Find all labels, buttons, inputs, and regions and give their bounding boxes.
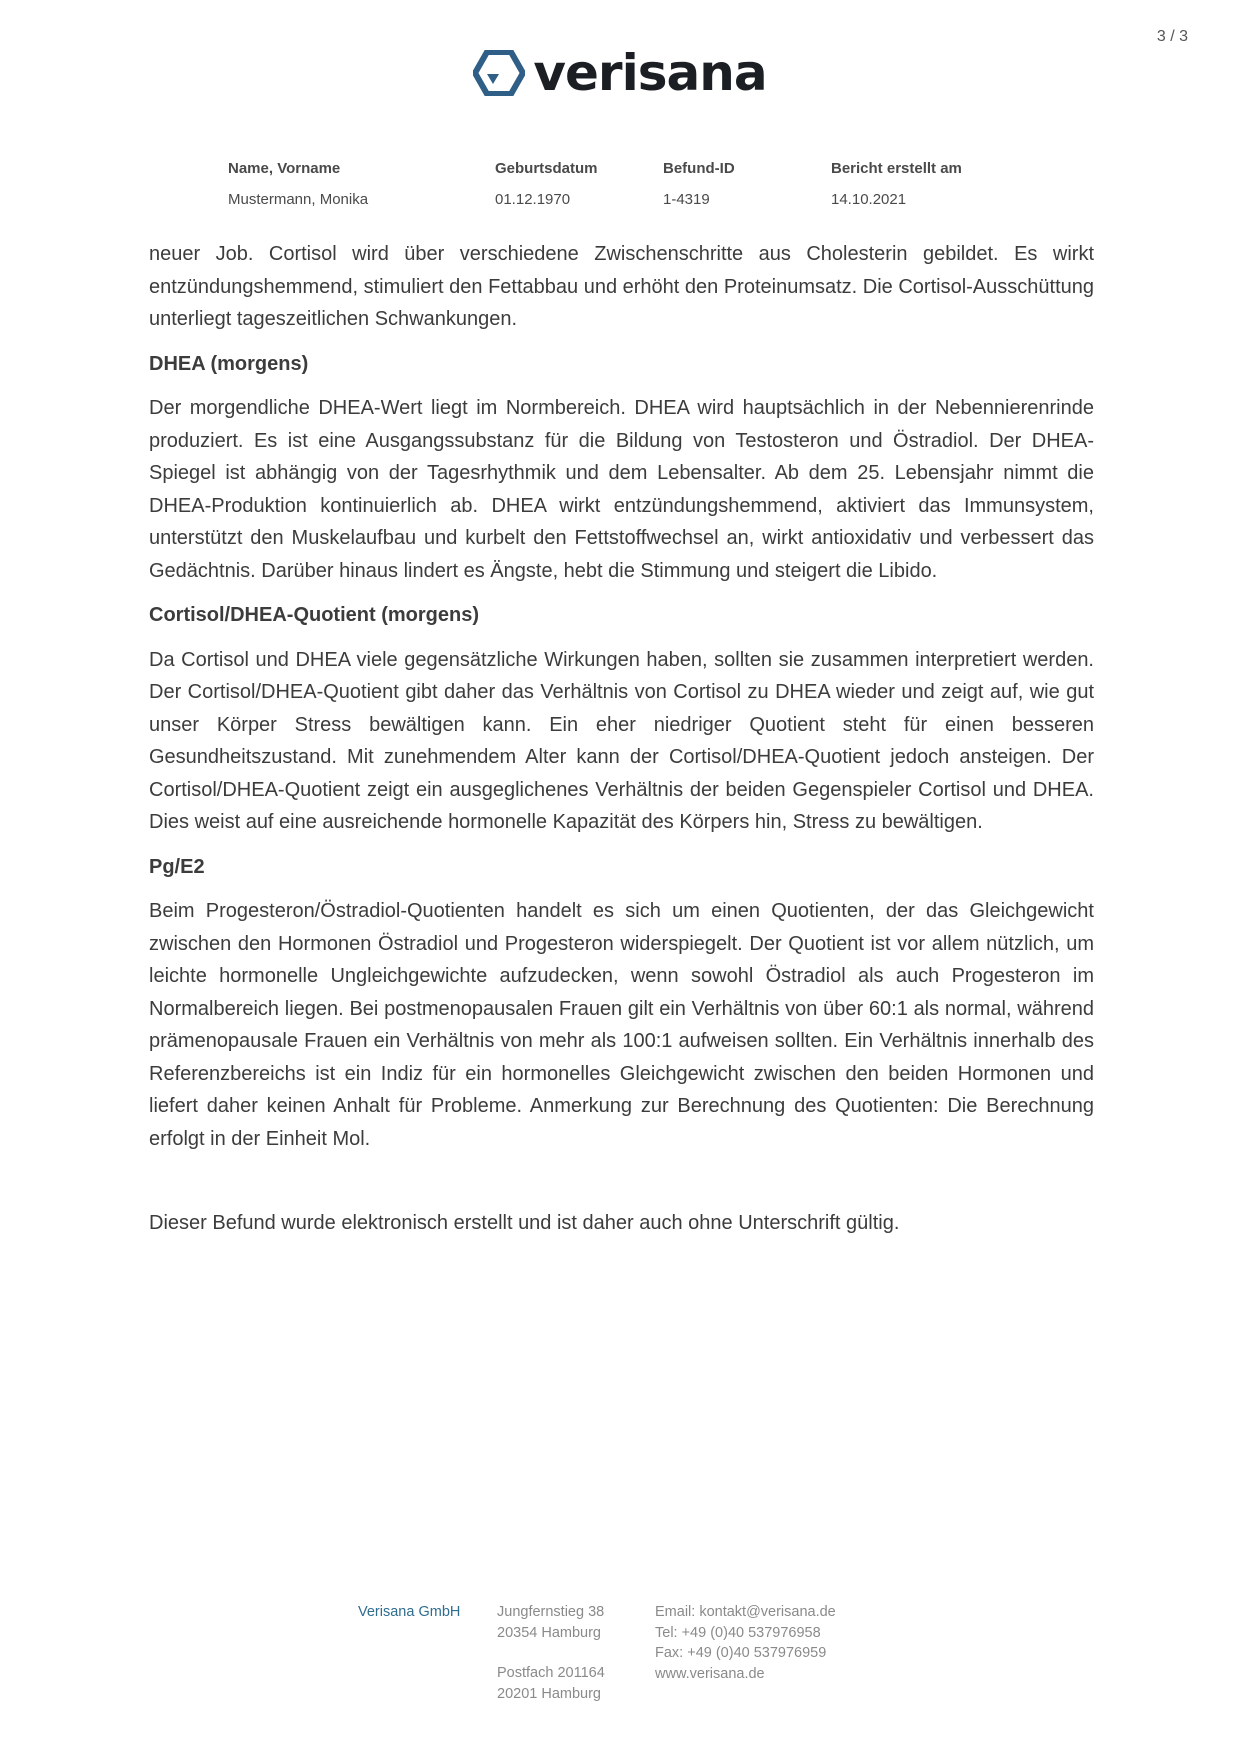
verisana-logo-icon [473,50,525,96]
section-text-dhea: Der morgendliche DHEA-Wert liegt im Normbereich. DHEA wird hauptsächlich in der Nebennierenrinde produziert. Es ist eine Ausgangssubstanz für die Bildung von Testosteron und Östradiol. Der DHEA-Spiegel ist abhängig von der Tagesrhythmik und dem Lebensalter. Ab dem 25. Lebensjahr nimmt die DHEA-Produktion kontinuierlich ab. DHEA wirkt entzündungshemmend, aktiviert das Immunsystem, unterstützt den Muskelaufbau und kurbelt den Fettstoffwechsel an, wirkt antioxidativ und verbessert das Gedächtnis. Darüber hinaus lindert es Ängste, hebt die Stimmung und steigert die Libido. [149,397,1094,582]
footer-city: 20354 Hamburg [497,1624,601,1641]
section-title-dhea: DHEA (morgens) [149,352,309,375]
footer-postbox: Postfach 201164 [497,1665,605,1681]
brand-logo [0,44,1240,102]
brand-name: verisana [533,44,767,102]
name-value: Mustermann, Monika [228,191,369,208]
report-id-label: Befund-ID [663,160,735,177]
footer-email: Email: kontakt@verisana.de [655,1604,836,1620]
footer-web: www.verisana.de [655,1665,765,1682]
created-value: 14.10.2021 [831,191,907,208]
footer-tel: Tel: +49 (0)40 537976958 [655,1624,821,1641]
section-title-cortisol-dhea: Cortisol/DHEA-Quotient (morgens) [149,604,479,626]
report-id-value: 1-4319 [663,191,710,208]
name-label: Name, Vorname [228,160,341,177]
dob-label: Geburtsdatum [495,160,598,177]
footer-address [497,1602,605,1704]
footer-postbox-city: 20201 Hamburg [497,1685,601,1702]
created-label: Bericht erstellt am [831,160,962,177]
section-title-pg-e2: Pg/E2 [149,855,205,878]
patient-header [228,160,1031,208]
footer-street: Jungfernstieg 38 [497,1604,605,1620]
section-text-cortisol-dhea: Da Cortisol und DHEA viele gegensätzliche Wirkungen haben, sollten sie zusammen interpretiert werden. Der Cortisol/DHEA-Quotient gibt daher das Verhältnis von Cortisol zu DHEA wieder und zeigt auf, wie gut unser Körper Stress bewältigen kann. Ein eher niedriger Quotient steht für einen besseren Gesundheitszustand. Mit zunehmendem Alter kann der Cortisol/DHEA-Quotient jedoch ansteigen. Der Cortisol/DHEA-Quotient zeigt ein ausgeglichenes Verhältnis der beiden Gegenspieler Cortisol und DHEA. Dies weist auf eine ausreichende hormonelle Kapazität des Körpers hin, Stress zu bewältigen. [149,648,1094,833]
report-body [149,238,1094,1252]
footer-contact [655,1602,836,1684]
page-number: 3 / 3 [1156,28,1188,45]
closing-note: Dieser Befund wurde elektronisch erstellt und ist daher auch ohne Unterschrift gültig. [149,1212,900,1234]
section-text-pg-e2: Beim Progesteron/Östradiol-Quotienten handelt es sich um einen Quotienten, der das Gleichgewicht zwischen den Hormonen Östradiol und Progesteron widerspiegelt. Der Quotient ist vor allem nützlich, um leichte hormonelle Ungleichgewichte aufzudecken, wenn sowohl Östradiol als auch Progesteron im Normalbereich liegen. Bei postmenopausalen Frauen gilt ein Verhältnis von über 60:1 als normal, während prämenopausale Frauen ein Verhältnis von mehr als 100:1 aufweisen sollten. Ein Verhältnis innerhalb des Referenzbereichs ist ein Indiz für ein hormonelles Gleichgewicht zwischen den beiden Hormonen und liefert daher keinen Anhalt für Probleme. Anmerkung zur Berechnung des Quotienten: Die Berechnung erfolgt in der Einheit Mol. [149,900,1094,1150]
intro-paragraph: neuer Job. Cortisol wird über verschiedene Zwischenschritte aus Cholesterin gebildet. Es wirkt entzündungshemmend, stimuliert den Fettabbau und erhöht den Proteinumsatz. Die Cortisol-Ausschüttung unterliegt tageszeitlichen Schwankungen. [149,243,1094,330]
dob-value: 01.12.1970 [495,191,571,208]
footer-fax: Fax: +49 (0)40 537976959 [655,1645,827,1661]
footer-company: Verisana GmbH [358,1604,461,1620]
